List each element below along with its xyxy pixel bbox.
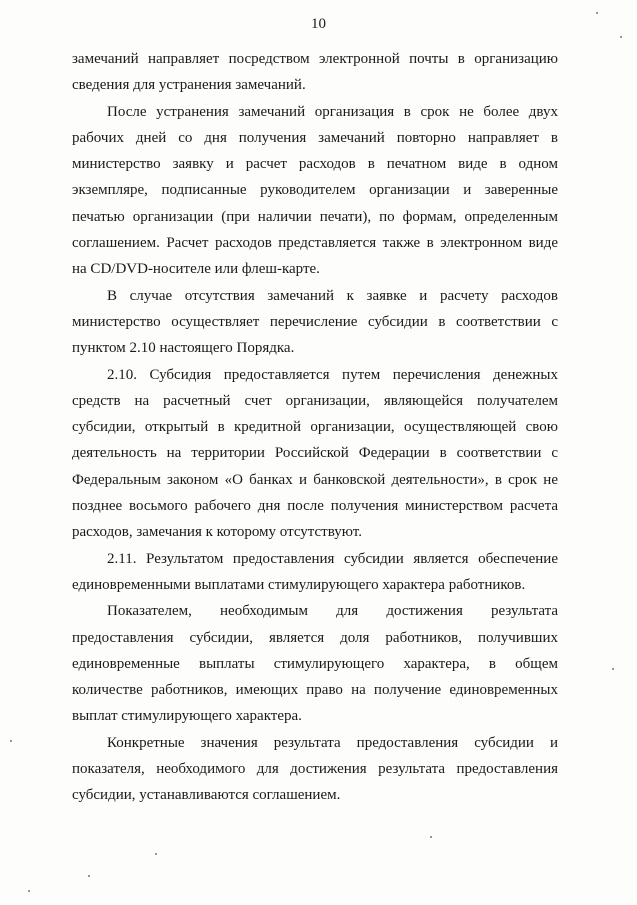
text-line: субсидии, открытый в кредитной организации, осуществляющей свою — [72, 419, 558, 436]
scan-speck — [10, 740, 12, 742]
text-line: 2.11. Результатом предоставления субсидии является обеспечение — [107, 550, 558, 567]
text-line: расходов, замечания к которому отсутствуют. — [72, 524, 362, 541]
text-line: единовременные выплаты стимулирующего характера, в общем — [72, 655, 558, 672]
scan-speck — [155, 853, 157, 855]
scan-speck — [88, 875, 90, 877]
scan-speck — [620, 36, 622, 38]
scan-speck — [430, 836, 432, 838]
text-line: показателя, необходимого для достижения результата предоставления — [72, 761, 558, 778]
text-line: предоставления субсидии, является доля работников, получивших — [72, 629, 558, 646]
text-line: деятельность на территории Российской Федерации в соответствии с — [72, 445, 558, 462]
scan-speck — [596, 12, 598, 14]
text-line: средств на расчетный счет организации, являющейся получателем — [72, 392, 558, 409]
text-line: пунктом 2.10 настоящего Порядка. — [72, 340, 295, 357]
text-line: на CD/DVD-носителе или флеш-карте. — [72, 261, 320, 278]
scan-speck — [28, 890, 30, 892]
text-line: экземпляре, подписанные руководителем организации и заверенные — [72, 182, 558, 199]
page-number: 10 — [311, 16, 326, 32]
text-line: выплат стимулирующего характера. — [72, 708, 302, 725]
text-line: сведения для устранения замечаний. — [72, 77, 306, 94]
text-line: позднее восьмого рабочего дня после получения министерством расчета — [72, 498, 558, 515]
text-line: единовременными выплатами стимулирующего характера работников. — [72, 576, 526, 593]
text-line: замечаний направляет посредством электронной почты в организацию — [72, 51, 558, 67]
text-line: После устранения замечаний организация в срок не более двух — [107, 103, 558, 120]
text-line: 2.10. Субсидия предоставляется путем перечисления денежных — [107, 366, 558, 383]
text-line: соглашением. Расчет расходов представляется также в электронном виде — [72, 235, 558, 252]
text-line: министерство заявку и расчет расходов в печатном виде в одном — [72, 156, 558, 173]
text-line: Показателем, необходимым для достижения результата — [107, 603, 558, 620]
text-line: В случае отсутствия замечаний к заявке и расчету расходов — [107, 287, 558, 304]
text-line: министерство осуществляет перечисление субсидии в соответствии с — [72, 313, 558, 330]
text-line: печатью организации (при наличии печати), по формам, определенным — [72, 208, 558, 225]
document-body — [72, 46, 558, 809]
text-line: рабочих дней со дня получения замечаний повторно направляет в — [72, 129, 558, 146]
text-line: Конкретные значения результата предоставления субсидии и — [107, 734, 558, 751]
text-line: количестве работников, имеющих право на получение единовременных — [72, 682, 558, 699]
text-line: субсидии, устанавливаются соглашением. — [72, 787, 341, 804]
text-line: Федеральным законом «О банках и банковской деятельности», в срок не — [72, 471, 558, 488]
scan-speck — [612, 668, 614, 670]
